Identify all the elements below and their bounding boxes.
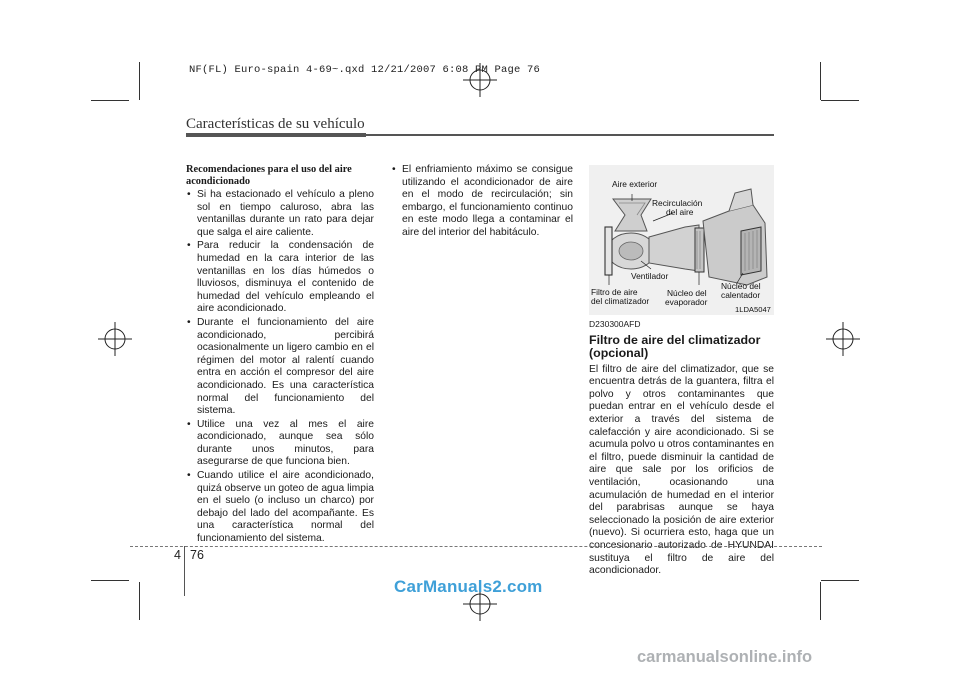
list-item: • El enfriamiento máximo se consigue utilizando el acondicionador de aire en el modo de recirculación; sin embargo, el funcionamiento continuo en este modo llega a contaminar el aire del interior del habitáculo. [391, 164, 573, 240]
title-rule-thin [366, 134, 774, 136]
label-evaporator-1: Núcleo del [667, 288, 707, 298]
label-recirculation-1: Recirculación [652, 198, 703, 208]
page-number-value: 76 [190, 548, 204, 562]
page-number [174, 548, 181, 562]
air-filter-diagram [589, 165, 774, 315]
column-right [589, 317, 774, 578]
list-item: • Para reducir la condensación de humedad en la cara interior de las ventanillas en los días húmedos o lluviosos, disminuya el contenido de humedad del vehículo empleando el aire acondicionado. [186, 240, 374, 316]
column-middle [391, 164, 573, 241]
watermark-carmanualsonline[interactable]: carmanualsonline.info [637, 648, 813, 666]
label-evaporator-2: evaporador [665, 297, 708, 307]
watermark-carmanuals2[interactable]: CarManuals2.com [394, 577, 543, 596]
registration-mark-left [98, 322, 132, 356]
list-item: • Utilice una vez al mes el aire acondicionado, aunque sea sólo durante unos minutos, para asegurarse de que funciona bien. [186, 419, 374, 469]
label-filter-1: Filtro de aire [591, 287, 638, 297]
column-left [186, 164, 374, 547]
label-heater-2: calentador [721, 290, 761, 300]
filter-body: El filtro de aire del climatizador, que se encuentra detrás de la guantera, filtra el polvo y otros contaminantes que puedan entrar en el vehículo desde el exterior a través del sistema de calefacción y aire acondicionado. Si se acumula polvo u otros contaminantes en el filtro, puede disminuir la cantidad de aire que sale por los orificios de ventilación, ocasionando una acumulación de humedad en el interior del parabrisas aunque se haya seleccionado la posición de aire exterior (nuevo). Si ocurriera esto, haga que un concesionario autorizado de HYUNDAI sustituya el filtro de aire del acondicionador. [589, 363, 774, 577]
registration-mark-top [463, 63, 497, 97]
label-fan: Ventilador [631, 271, 669, 281]
figure-code: 1LDA5047 [735, 305, 771, 314]
list-item: • Durante el funcionamiento del aire acondicionado, percibirá ocasionalmente un ligero cambio en el régimen del motor al ralentí cuando entra en acción el compresor del aire acondicionado. Es una característica normal del funcionamiento del sistema. [186, 317, 374, 418]
list-item: • Si ha estacionado el vehículo a pleno sol en tiempo caluroso, abra las ventanillas durante un rato para dejar que salga el aire caliente. [186, 189, 374, 239]
chapter-number: 4 [174, 548, 181, 562]
section-code: D230300AFD [589, 319, 641, 329]
print-slug: NF(FL) Euro-spain 4-69~.qxd 12/21/2007 6:08 PM Page 76 [189, 64, 541, 76]
title-rule-thick [186, 133, 366, 137]
filter-heading: Filtro de aire del climatizador (opcional) [589, 332, 761, 360]
recommendations-heading: Recomendaciones para el uso del aire acondicionado [186, 164, 352, 187]
label-filter-2: del climatizador [591, 296, 650, 306]
list-item: • Cuando utilice el aire acondicionado, quizá observe un goteo de agua limpia en el suelo (o incluso un charco) por debajo del lado del acompañante. Es una característica normal del funcionamiento del sistema. [186, 470, 374, 546]
label-outside-air: Aire exterior [612, 179, 658, 189]
recommendations-list [186, 189, 374, 546]
footer-rule [130, 546, 822, 547]
registration-mark-right [826, 322, 860, 356]
cooling-list [391, 164, 573, 240]
label-heater-1: Núcleo del [721, 281, 761, 291]
section-title: Características de su vehículo [186, 116, 365, 132]
label-recirculation-2: del aire [666, 207, 694, 217]
page-number-separator [184, 546, 185, 596]
